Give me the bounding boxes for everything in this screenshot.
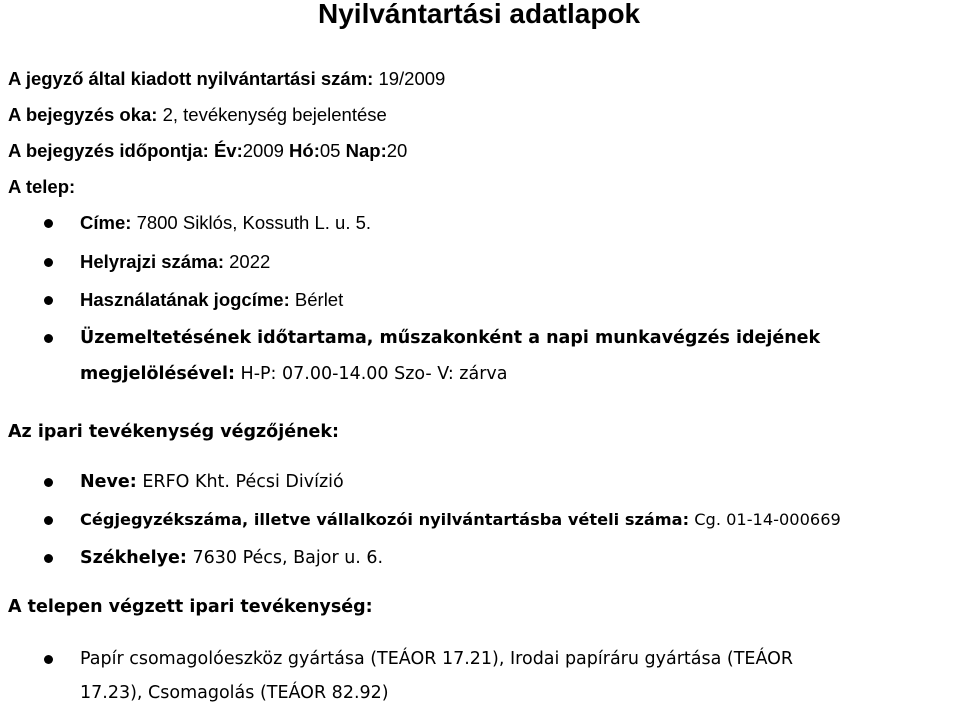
month-label: Hó — [289, 140, 314, 161]
day-value: 20 — [386, 140, 408, 161]
registry-line: A jegyző által kiadott nyilvántartási szám: 19/2009 — [8, 68, 446, 89]
site-heading: A telep: — [8, 176, 76, 197]
year-label: Év — [213, 140, 237, 161]
site-operation-line-2: megjelölésével: H-P: 07.00-14.00 Szo- V: zárva — [80, 364, 508, 384]
date-label: A bejegyzés időpontja — [8, 140, 203, 161]
bullet-icon — [44, 296, 53, 305]
date-line: A bejegyzés időpontja: Év:2009 Hó:05 Nap:20 — [8, 140, 408, 161]
reason-label: A bejegyzés oka — [8, 104, 152, 125]
operator-name-line: Neve: ERFO Kht. Pécsi Divízió — [80, 472, 344, 492]
operator-heading: Az ipari tevékenység végzőjének: — [8, 422, 340, 442]
bullet-icon — [44, 516, 53, 525]
day-label: Nap — [345, 140, 381, 161]
bullet-icon — [44, 478, 53, 487]
plot-label: Helyrajzi száma — [80, 251, 218, 272]
month-value: 05 — [319, 140, 341, 161]
site-plot-line: Helyrajzi száma: 2022 — [80, 251, 271, 272]
bullet-icon — [44, 258, 53, 267]
plot-value: 2022 — [229, 251, 271, 272]
bullet-icon — [44, 655, 53, 664]
registry-value: 19/2009 — [378, 68, 446, 89]
name-value: ERFO Kht. Pécsi Divízió — [142, 472, 344, 492]
activity-line-2: 17.23), Csomagolás (TEÁOR 82.92) — [80, 683, 389, 703]
bullet-icon — [44, 334, 53, 343]
operator-hq-line: Székhelye: 7630 Pécs, Bajor u. 6. — [80, 548, 384, 568]
reason-value: 2, tevékenység bejelentése — [162, 104, 387, 125]
address-value: 7800 Siklós, Kossuth L. u. 5. — [136, 212, 372, 233]
operator-reg-line: Cégjegyzékszáma, illetve vállalkozói nyilvántartásba vételi száma: Cg. 01-14-000669 — [80, 510, 841, 529]
page-title: Nyilvántartási adatlapok — [318, 0, 641, 29]
activity-line-1: Papír csomagolóeszköz gyártása (TEÁOR 17.21), Irodai papíráru gyártása (TEÁOR — [80, 649, 794, 669]
site-usage-line: Használatának jogcíme: Bérlet — [80, 289, 344, 310]
reg-label: Cégjegyzékszáma, illetve vállalkozói nyilvántartásba vételi száma — [80, 510, 683, 529]
site-operation-line-1 — [80, 324, 820, 352]
registry-label: A jegyző által kiadott nyilvántartási szám — [8, 68, 368, 89]
year-value: 2009 — [242, 140, 284, 161]
operation-label-2: megjelölésével — [80, 364, 228, 384]
reason-line: A bejegyzés oka: 2, tevékenység bejelentése — [8, 104, 387, 125]
bullet-icon — [44, 219, 53, 228]
activity-heading: A telepen végzett ipari tevékenység: — [8, 597, 373, 617]
name-label: Neve — [80, 472, 130, 492]
usage-label: Használatának jogcíme — [80, 289, 284, 310]
usage-value: Bérlet — [294, 289, 344, 310]
hq-value: 7630 Pécs, Bajor u. 6. — [192, 548, 384, 568]
operation-label-1: Üzemeltetésének időtartama, műszakonként a napi munkavégzés idejének — [80, 328, 821, 348]
site-address-line: Címe: 7800 Siklós, Kossuth L. u. 5. — [80, 212, 372, 233]
address-label: Címe — [80, 212, 126, 233]
bullet-icon — [44, 554, 53, 563]
operation-value: H-P: 07.00-14.00 Szo- V: zárva — [240, 364, 508, 384]
hq-label: Székhelye — [80, 548, 180, 568]
reg-value: Cg. 01-14-000669 — [694, 510, 841, 529]
